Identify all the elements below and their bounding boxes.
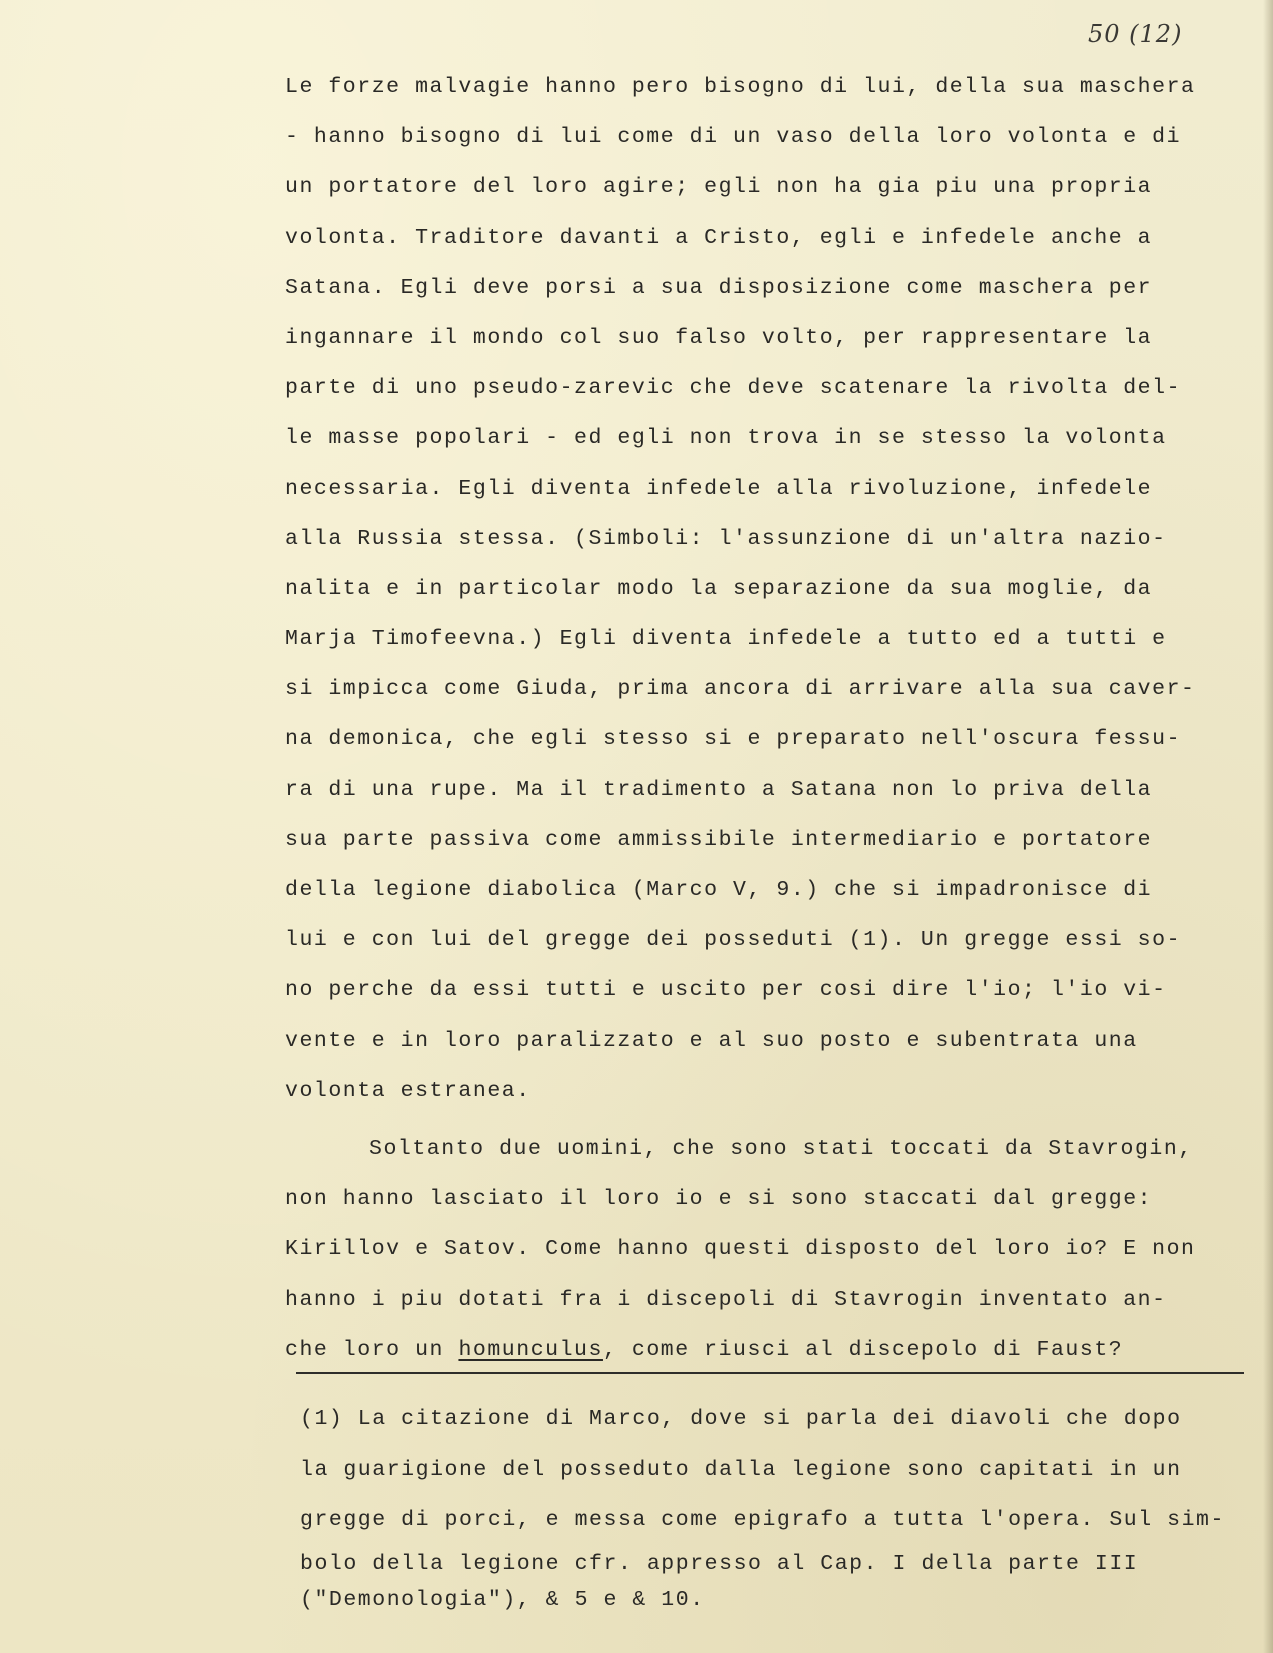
paragraph-gap xyxy=(285,1116,1245,1124)
text-line: si impicca come Giuda, prima ancora di arrivare alla sua caver- xyxy=(285,677,1196,702)
text-line: hanno i piu dotati fra i discepoli di Stavrogin inventato an- xyxy=(285,1287,1167,1312)
text-fragment: che loro un xyxy=(285,1337,459,1362)
text-line: Satana. Egli deve porsi a sua disposizione come maschera per xyxy=(285,275,1153,300)
text-line: - hanno bisogno di lui come di un vaso della loro volonta e di xyxy=(285,125,1182,150)
text-line: Soltanto due uomini, che sono stati toccati da Stavrogin, xyxy=(369,1136,1193,1161)
page-edge-shadow xyxy=(1263,0,1273,1653)
text-line: volonta estranea. xyxy=(285,1078,531,1103)
page-number: 50 (12) xyxy=(1088,20,1183,48)
footnote-line: bolo della legione cfr. appresso al Cap. I della parte III xyxy=(300,1551,1139,1576)
main-text-body xyxy=(285,62,1245,1375)
text-line: della legione diabolica (Marco V, 9.) che si impadronisce di xyxy=(285,878,1153,902)
text-line: le masse popolari - ed egli non trova in se stesso la volonta xyxy=(285,426,1167,451)
text-line: non hanno lasciato il loro io e si sono staccati dal gregge: xyxy=(285,1187,1153,1212)
text-line: nalita e in particolar modo la separazione da sua moglie, da xyxy=(285,576,1153,601)
text-line-last xyxy=(285,1325,1245,1375)
text-line: ingannare il mondo col suo falso volto, per rappresentare la xyxy=(285,325,1153,350)
footnote-line: gregge di porci, e messa come epigrafo a tutta l'opera. Sul sim- xyxy=(300,1508,1225,1532)
text-line: no perche da essi tutti e uscito per cosi dire l'io; l'io vi- xyxy=(285,978,1167,1003)
text-line: ra di una rupe. Ma il tradimento a Satana non lo priva della xyxy=(285,777,1153,802)
footnote xyxy=(300,1394,1260,1618)
text-line: alla Russia stessa. (Simboli: l'assunzione di un'altra nazio- xyxy=(285,526,1167,551)
text-line: un portatore del loro agire; egli non ha gia piu una propria xyxy=(285,175,1153,200)
text-line: volonta. Traditore davanti a Cristo, egli e infedele anche a xyxy=(285,225,1153,250)
text-line: na demonica, che egli stesso si e preparato nell'oscura fessu- xyxy=(285,727,1182,752)
text-line: parte di uno pseudo-zarevic che deve scatenare la rivolta del- xyxy=(285,376,1182,401)
footnote-line: la guarigione del posseduto dalla legione sono capitati in un xyxy=(300,1457,1182,1482)
text-line: Marja Timofeevna.) Egli diventa infedele a tutto ed a tutti e xyxy=(285,627,1167,652)
underlined-term: homunculus xyxy=(458,1337,603,1362)
text-line: vente e in loro paralizzato e al suo posto e subentrata una xyxy=(285,1028,1138,1053)
text-line: necessaria. Egli diventa infedele alla rivoluzione, infedele xyxy=(285,476,1153,501)
text-line: Kirillov e Satov. Come hanno questi disposto del loro io? E non xyxy=(285,1237,1196,1262)
footnote-divider xyxy=(296,1372,1244,1374)
footnote-line: (1) La citazione di Marco, dove si parla dei diavoli che dopo xyxy=(300,1407,1182,1431)
text-line: Le forze malvagie hanno pero bisogno di lui, della sua maschera xyxy=(285,75,1196,99)
text-fragment: , come riusci al discepolo di Faust? xyxy=(602,1337,1124,1362)
text-line: lui e con lui del gregge dei posseduti (1). Un gregge essi so- xyxy=(285,928,1182,953)
footnote-line: ("Demonologia"), & 5 e & 10. xyxy=(300,1587,705,1612)
text-line: sua parte passiva come ammissibile intermediario e portatore xyxy=(285,827,1153,852)
